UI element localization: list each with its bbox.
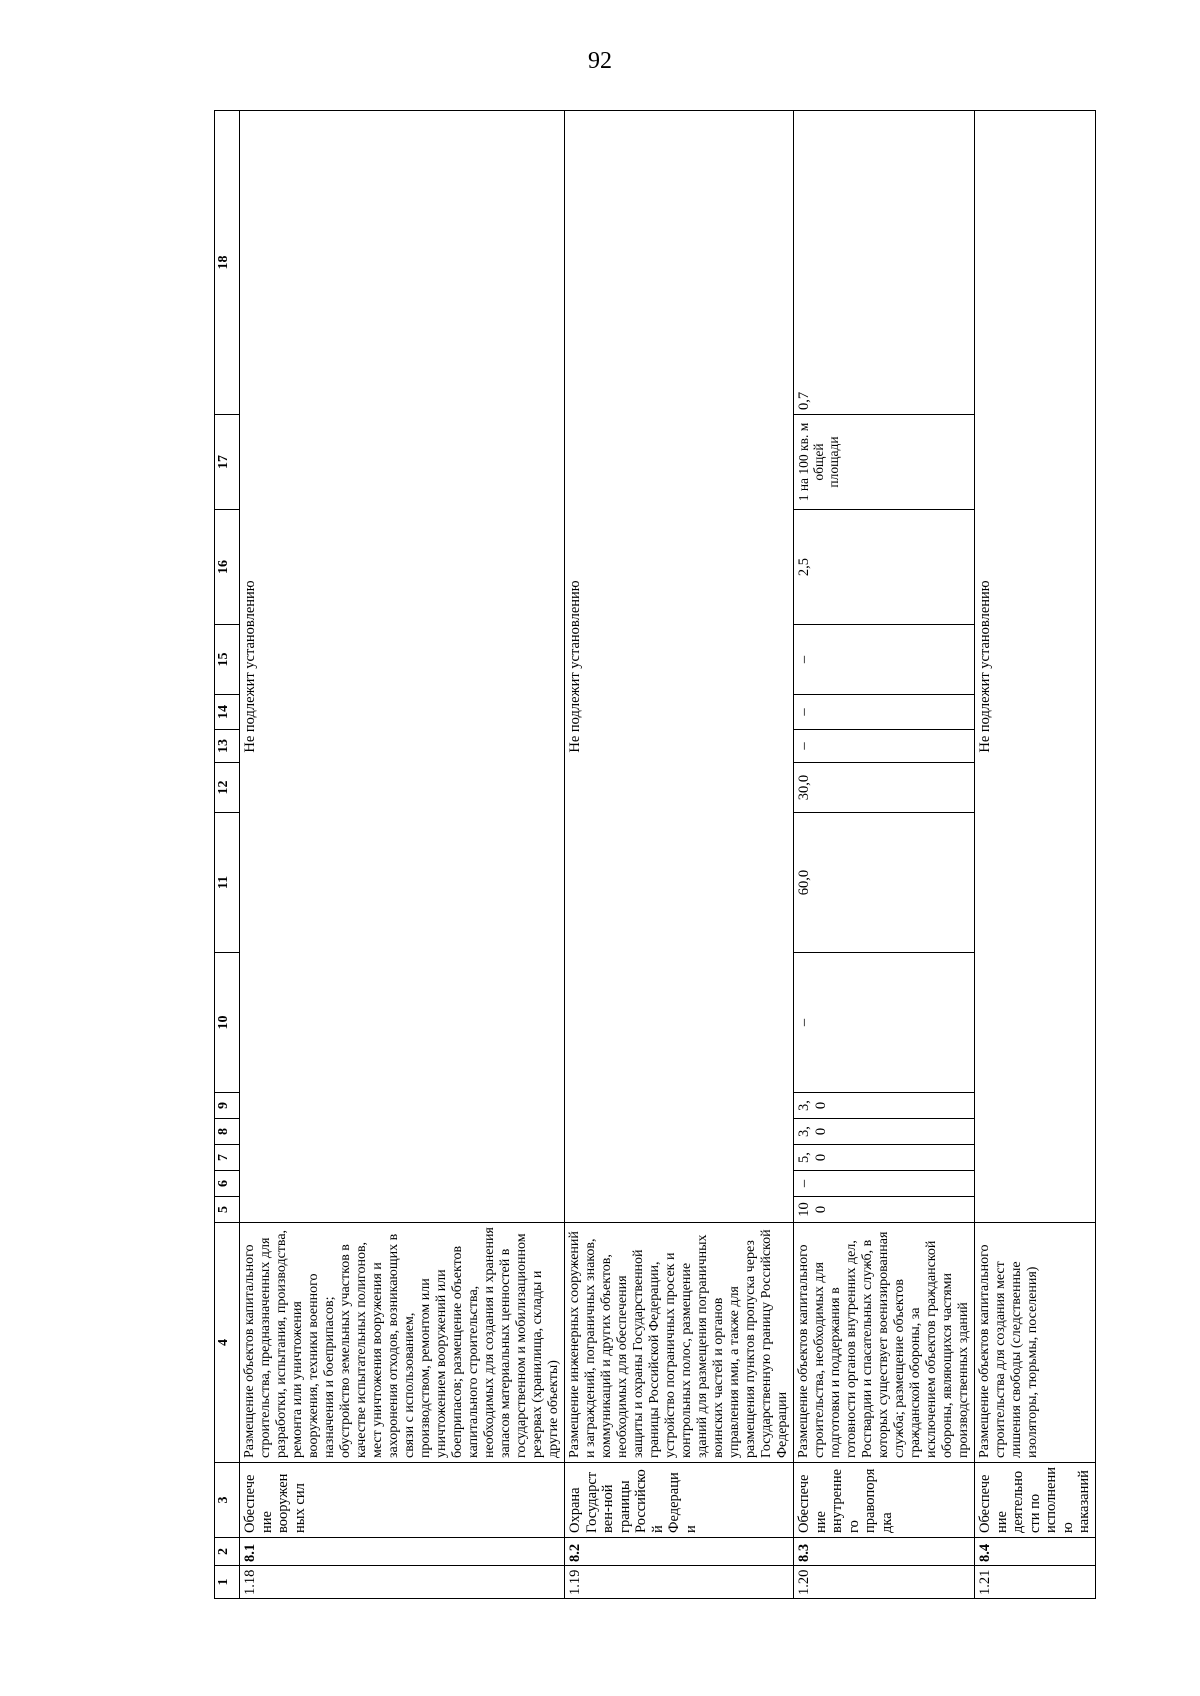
col-header: 14 [215,695,240,730]
cell-col14: – [794,695,975,730]
col-header: 7 [215,1145,240,1171]
cell-col18: 0,7 [794,111,975,415]
row-code: 8.2 [565,1538,794,1566]
row-code: 8.3 [794,1538,975,1566]
row-description: Размещение инженерных сооружений и заграждений, пограничных знаков, коммуникаций и других объектов, необходимых для обеспечения защиты и охраны Государственной границы Российской Федерации, устройство пограничных просек и контрольных полос, размещение зданий для размещения пограничных воинских частей и органов управления ими, а также для размещения пунктов пропуска через Государственную границу Российской Федерации [565,1223,794,1463]
table-row [794,111,975,1599]
row-note: Не подлежит установлению [975,111,1096,1223]
row-name: Обеспечение внутреннего правопорядка [794,1463,975,1538]
cell-col5: 100 [794,1197,975,1223]
col-header: 13 [215,730,240,763]
row-note: Не подлежит установлению [565,111,794,1223]
row-code: 8.1 [240,1538,565,1566]
cell-col11: 60,0 [794,813,975,953]
row-name: Обеспечение вооруженных сил [240,1463,565,1538]
col-header: 11 [215,813,240,953]
cell-col13: – [794,730,975,763]
col-header: 2 [215,1538,240,1566]
row-name: Обеспечение деятельности по исполнению наказаний [975,1463,1096,1538]
table-row [565,111,794,1599]
cell-col15: – [794,625,975,695]
cell-col7: 5,0 [794,1145,975,1171]
table-row [975,111,1096,1599]
col-header: 18 [215,111,240,415]
row-description: Размещение объектов капитального строительства для создания мест лишения свободы (следственные изоляторы, тюрьмы, поселения) [975,1223,1096,1463]
col-header: 10 [215,953,240,1093]
col-header: 16 [215,510,240,625]
col-header: 8 [215,1119,240,1145]
row-number: 1.18 [240,1566,565,1599]
row-description: Размещение объектов капитального строительства, необходимых для подготовки и поддержания в готовности органов внутренних дел, Росгвардии и спасательных служб, в которых существует военизированная служба; размещение объектов гражданской обороны, за исключением объектов гражданской обороны, являющихся частями производственных зданий [794,1223,975,1463]
cell-col16: 2,5 [794,510,975,625]
col-header: 15 [215,625,240,695]
land-use-table [214,110,1096,1599]
col-header: 3 [215,1463,240,1538]
row-note: Не подлежит установлению [240,111,565,1223]
col-header: 12 [215,763,240,813]
rotated-table-page [214,111,1092,1599]
cell-col10: – [794,953,975,1093]
row-number: 1.20 [794,1566,975,1599]
row-description: Размещение объектов капитального строительства, предназначенных для разработки, испытания, производства, ремонта или уничтожения вооружения, техники военного назначения и боеприпасов; обустройство земельных участков в качестве испытательных полигонов, мест уничтожения вооружения и захоронения отходов, возникающих в связи с использованием, производством, ремонтом или уничтожением вооружений или боеприпасов; размещение объектов капитального строительства, необходимых для создания и хранения запасов материальных ценностей в государственном и мобилизационном резервах (хранилища, склады и другие объекты) [240,1223,565,1463]
row-number: 1.21 [975,1566,1096,1599]
col-header: 6 [215,1171,240,1197]
cell-col8: 3,0 [794,1119,975,1145]
row-number: 1.19 [565,1566,794,1599]
col-header: 5 [215,1197,240,1223]
page-number: 92 [588,48,612,74]
col-header: 1 [215,1566,240,1599]
cell-col6: – [794,1171,975,1197]
col-header: 9 [215,1093,240,1119]
col-header: 4 [215,1223,240,1463]
row-name: Охрана Государствен-ной границы Российской Федерации [565,1463,794,1538]
row-code: 8.4 [975,1538,1096,1566]
cell-col9: 3,0 [794,1093,975,1119]
cell-col12: 30,0 [794,763,975,813]
header-row [215,111,240,1599]
col-header: 17 [215,415,240,510]
cell-col17: 1 на 100 кв. м общей площади [794,415,975,510]
table-row [240,111,565,1599]
